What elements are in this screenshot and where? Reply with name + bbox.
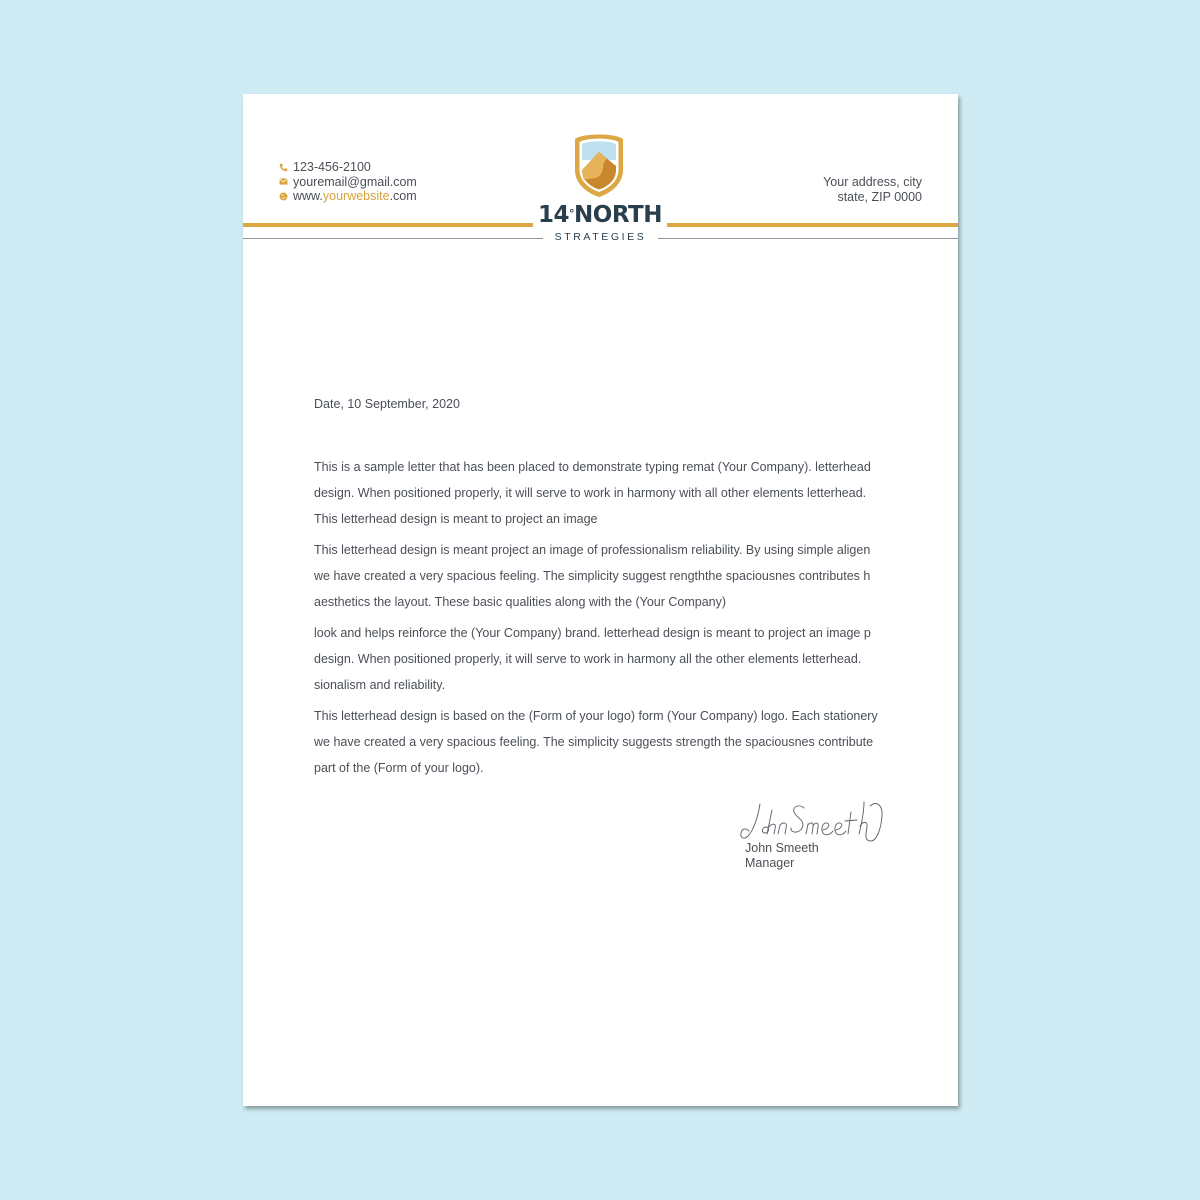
grey-rule-left — [243, 238, 543, 239]
body-line: This letterhead design is meant project an image of professionalism reliability. By using simple aligen — [314, 543, 871, 557]
address-block — [823, 175, 922, 204]
shield-mountain-logo-icon — [571, 130, 627, 198]
body-line: aesthetics the layout. These basic qualities along with the (Your Company) — [314, 595, 727, 609]
address-line-2: state, ZIP 0000 — [837, 189, 922, 204]
contact-block — [278, 160, 417, 204]
gold-rule-right — [667, 223, 958, 227]
email-text: youremail@gmail.com — [293, 174, 417, 189]
letter-body — [314, 458, 894, 790]
phone-icon — [278, 162, 288, 172]
body-line: design. When positioned properly, it will serve to work in harmony all the other elements letterhead. — [314, 652, 862, 666]
contact-website-row — [278, 189, 417, 204]
body-line: part of the (Form of your logo). — [314, 761, 484, 775]
letter-paragraph — [314, 624, 894, 702]
letter-paragraph — [314, 458, 894, 536]
website-text: www.yourwebsite.com — [293, 189, 417, 203]
contact-phone-row — [278, 160, 417, 175]
body-line: design. When positioned properly, it will serve to work in harmony with all other elements letterhead. — [314, 486, 867, 500]
letter-date: Date, 10 September, 2020 — [314, 397, 460, 411]
brand-tagline: STRATEGIES — [554, 231, 647, 243]
grey-rule-right — [658, 238, 958, 239]
signer-title: Manager — [745, 855, 795, 870]
body-line: This is a sample letter that has been placed to demonstrate typing remat (Your Company). letterhead — [314, 460, 871, 474]
signer-name: John Smeeth — [745, 841, 819, 855]
body-line: This letterhead design is meant to project an image — [314, 512, 598, 526]
letter-paragraph — [314, 707, 894, 785]
address-line-1: Your address, city — [823, 175, 922, 189]
phone-text: 123-456-2100 — [293, 160, 371, 174]
contact-email-row — [278, 175, 417, 190]
body-line: look and helps reinforce the (Your Company) brand. letterhead design is meant to project an image p — [314, 626, 871, 640]
body-line: we have created a very spacious feeling. The simplicity suggest rengththe spaciousnes contributes h — [314, 569, 871, 583]
gold-rule-left — [243, 223, 533, 227]
handwritten-signature — [738, 794, 888, 846]
body-line: This letterhead design is based on the (Form of your logo) form (Your Company) logo. Each stationery — [314, 709, 878, 723]
letterhead-page — [243, 94, 958, 1106]
envelope-icon — [278, 177, 288, 187]
brand-wordmark: 14°NORTH — [538, 202, 662, 228]
body-line: sionalism and reliability. — [314, 678, 446, 692]
globe-icon — [278, 191, 288, 201]
signer-block — [745, 841, 819, 870]
body-line: we have created a very spacious feeling. The simplicity suggests strength the spaciousnes contribute — [314, 735, 874, 749]
letter-paragraph — [314, 541, 894, 619]
